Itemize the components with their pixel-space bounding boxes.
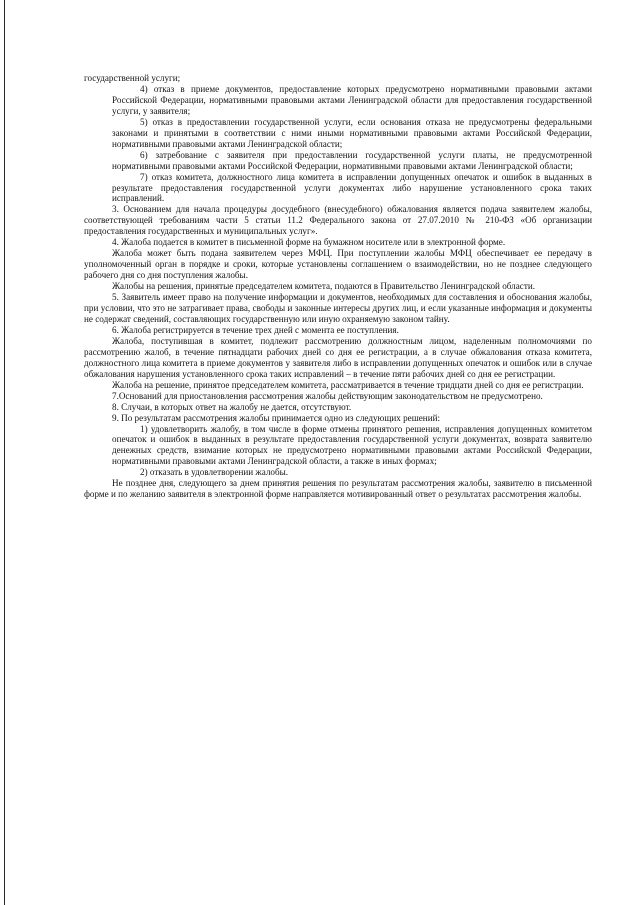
paragraph-chairman-review: Жалоба на решение, принятое председателем комитета, рассматривается в течение тридцати дней со дня ее регистрации. <box>112 379 584 390</box>
decision-item-1: 1) удовлетворить жалобу, в том числе в форме отмены принятого решения, исправления допущенных комитетом опечаток и ошибок в выданных в результате предоставления государственной услуги документах, возврата заявителю денежных средств, взимание которых не предусмотрено нормативными правовыми актами Российской Федерации, нормативными правовыми актами Ленинградской области, а также в иных формах; <box>112 423 592 467</box>
paragraph-review-term: Жалоба, поступившая в комитет, подлежит рассмотрению должностным лицом, наделенным полномочиями по рассмотрению жалоб, в течение пятнадцати рабочих дней со дня ее регистрации, а в случае обжалования отказа комитета, должностного лица комитета в приеме документов у заявителя либо в исправлении допущенных опечаток и ошибок или в случае обжалования нарушения установленного срока таких исправлений – в течение пяти рабочих дней со дня ее регистрации. <box>84 335 592 379</box>
list-item-4: 4) отказ в приеме документов, предоставление которых предусмотрено нормативными правовыми актами Российской Федерации, нормативными правовыми актами Ленинградской области для предоставления государственной услуги, у заявителя; <box>112 83 592 116</box>
paragraph-chairman-complaints: Жалобы на решения, принятые председателем комитета, подаются в Правительство Ленинградской области. <box>112 281 535 292</box>
document-page <box>84 73 592 500</box>
paragraph-final-answer: Не позднее дня, следующего за днем принятия решения по результатам рассмотрения жалобы, заявителю в письменной форме и по желанию заявителя в электронной форме направляется мотивированный ответ о результатах рассмотрения жалобы. <box>84 478 592 500</box>
list-item-6: 6) затребование с заявителя при предоставлении государственной услуги платы, не предусмотренной нормативными правовыми актами Российской Федерации, нормативными правовыми актами Ленинградской области; <box>112 149 592 171</box>
paragraph-8: 8. Случаи, в которых ответ на жалобу не дается, отсутствуют. <box>112 401 352 412</box>
list-item-7: 7) отказ комитета, должностного лица комитета в исправлении допущенных опечаток и ошибок в выданных в результате предоставления государственной услуги документах либо нарушение установленного срока таких исправлений. <box>112 171 592 204</box>
paragraph-continuation: государственной услуги; <box>84 73 181 83</box>
paragraph-mfc: Жалоба может быть подана заявителем через МФЦ. При поступлении жалобы МФЦ обеспечивает ее передачу в уполномоченный орган в порядке и сроки, которые установлены соглашением о взаимодействии, но не позднее следующего рабочего дня со дня поступления жалобы. <box>84 248 592 281</box>
scan-edge-line <box>4 0 5 905</box>
paragraph-6: 6. Жалоба регистрируется в течение трех дней с момента ее поступления. <box>112 324 399 335</box>
list-item-5: 5) отказ в предоставлении государственной услуги, если основания отказа не предусмотрены федеральными законами и принятыми в соответствии с ними иными нормативными правовыми актами Российской Федерации, нормативными правовыми актами Ленинградской области; <box>112 116 592 149</box>
paragraph-9: 9. По результатам рассмотрения жалобы принимается одно из следующих решений: <box>112 412 440 423</box>
paragraph-3: 3. Основанием для начала процедуры досудебного (внесудебного) обжалования является подача заявителем жалобы, соответствующей требованиям части 5 статьи 11.2 Федерального закона от 27.07.2010 № 210-ФЗ «Об организации предоставления государственных и муниципальных услуг». <box>84 204 592 237</box>
paragraph-5: 5. Заявитель имеет право на получение информации и документов, необходимых для составления и обоснования жалобы, при условии, что это не затрагивает права, свободы и законные интересы других лиц, и если указанные информация и документы не содержат сведений, составляющих государственную или иную охраняемую законом тайну. <box>84 292 592 324</box>
paragraph-7: 7.Оснований для приостановления рассмотрения жалобы действующим законодательством не предусмотрено. <box>112 390 543 401</box>
decision-item-2: 2) отказать в удовлетворении жалобы. <box>140 467 289 478</box>
paragraph-4: 4. Жалоба подается в комитет в письменной форме на бумажном носителе или в электронной форме. <box>112 237 506 248</box>
